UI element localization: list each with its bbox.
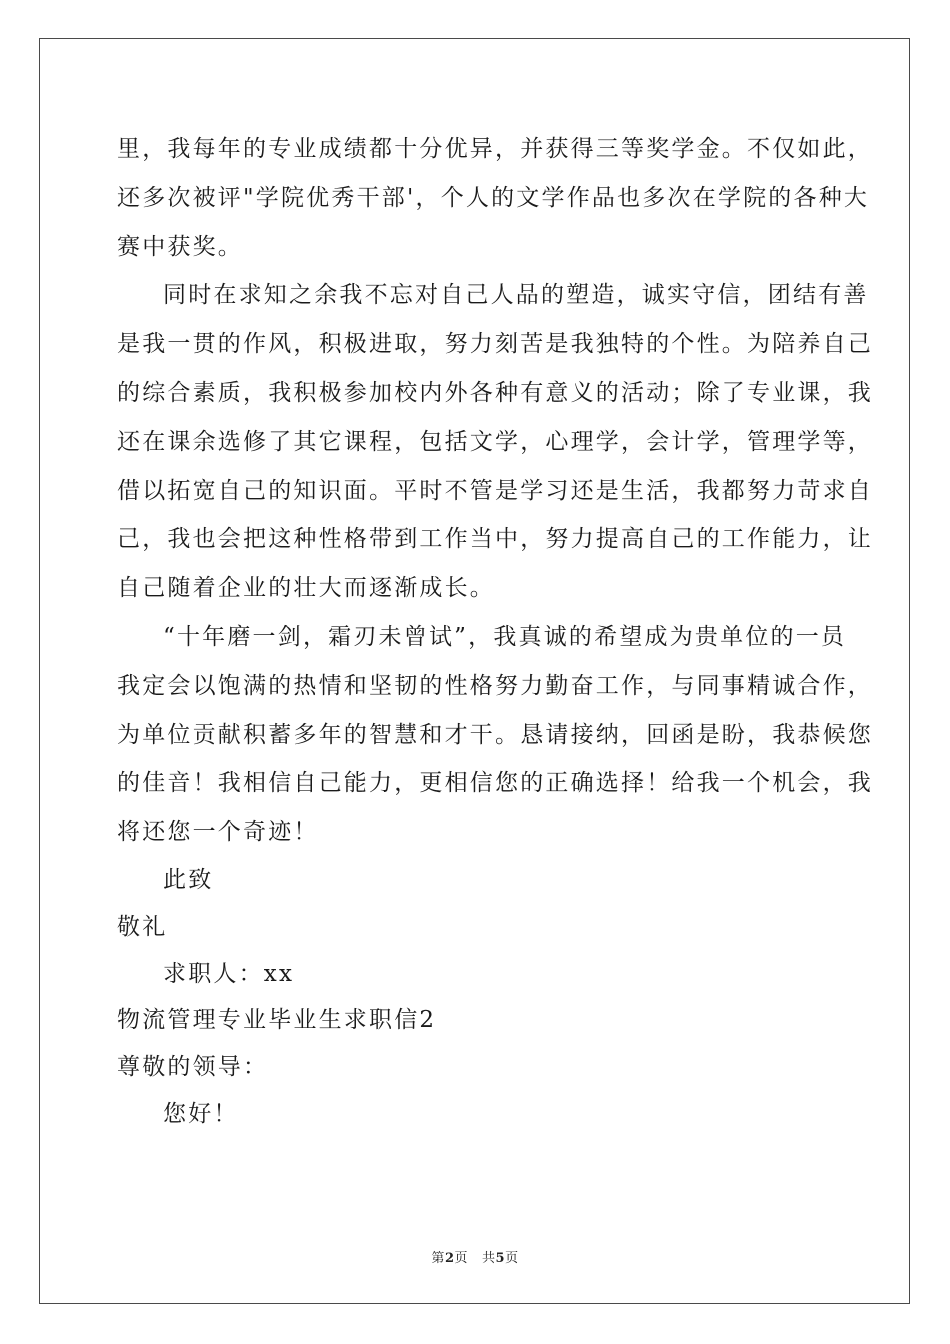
salute-line: 敬礼 — [117, 913, 168, 940]
text-line: 借以拓宽自己的知识面。平时不管是学习还是生活，我都努力苛求自 — [117, 477, 873, 504]
closing-line: 此致 — [163, 866, 214, 893]
text-line: 赛中获奖。 — [117, 233, 243, 260]
section-title: 物流管理专业毕业生求职信2 — [117, 1007, 437, 1034]
document-body — [117, 125, 873, 1138]
total-label: 页 — [505, 1251, 519, 1266]
signer-line: 求职人：xx — [163, 960, 295, 987]
text-line: 自己随着企业的壮大而逐渐成长。 — [117, 575, 495, 602]
text-line: 是我一贯的作风，积极进取，努力刻苦是我独特的个性。为陪养自己 — [117, 331, 873, 358]
text-line: 将还您一个奇迹！ — [117, 819, 319, 846]
current-page-number: 2 — [444, 1251, 455, 1266]
page-prefix: 第 — [431, 1251, 445, 1266]
total-page-number: 5 — [495, 1251, 506, 1266]
text-line: 为单位贡献积蓄多年的智慧和才干。恳请接纳，回函是盼，我恭候您 — [117, 721, 873, 748]
hello-line: 您好！ — [163, 1100, 239, 1127]
page-number-footer — [0, 1247, 950, 1266]
text-line: 还在课余选修了其它课程，包括文学，心理学，会计学，管理学等， — [117, 428, 873, 455]
total-prefix: 共 — [482, 1251, 496, 1266]
greeting-line: 尊敬的领导： — [117, 1054, 269, 1081]
text-line: 的综合素质，我积极参加校内外各种有意义的活动；除了专业课，我 — [117, 379, 873, 406]
text-line: 的佳音！我相信自己能力，更相信您的正确选择！给我一个机会，我 — [117, 770, 873, 797]
text-line: 我定会以饱满的热情和坚韧的性格努力勤奋工作，与同事精诚合作， — [117, 672, 873, 699]
text-line: “十年磨一剑，霜刃未曾试”，我真诚的希望成为贵单位的一员 — [163, 623, 847, 650]
text-line: 同时在求知之余我不忘对自己人品的塑造，诚实守信，团结有善 — [163, 282, 869, 309]
page-label: 页 — [454, 1251, 468, 1266]
text-line: 还多次被评"学院优秀干部'，个人的文学作品也多次在学院的各种大 — [117, 184, 870, 211]
text-line: 己，我也会把这种性格带到工作当中，努力提高自己的工作能力，让 — [117, 526, 873, 553]
text-line: 里，我每年的专业成绩都十分优异，并获得三等奖学金。不仅如此， — [117, 136, 873, 162]
